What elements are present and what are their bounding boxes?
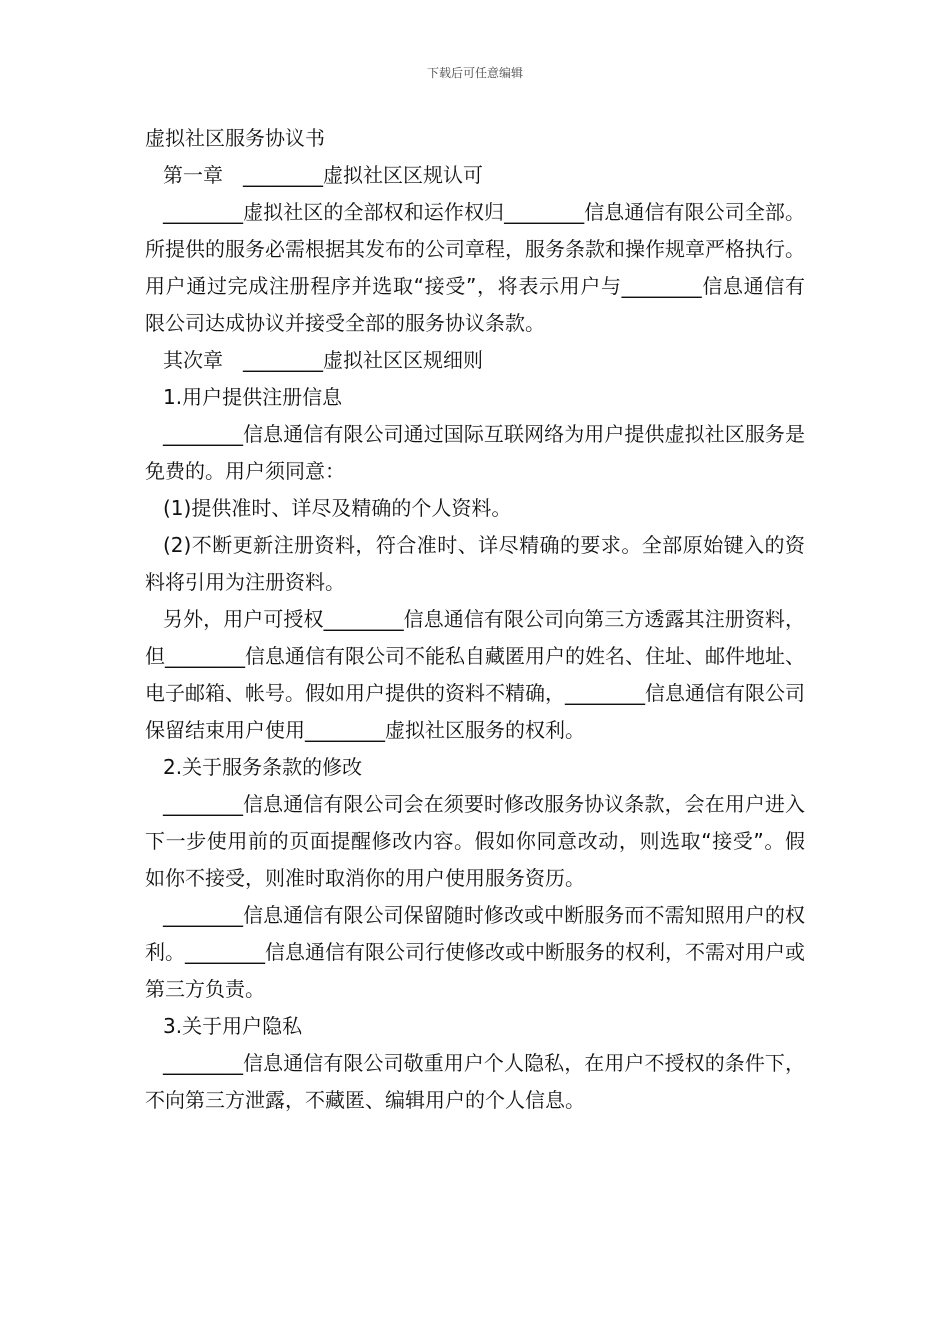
list-item-1: (1)提供准时、详尽及精确的个人资料。 [163,496,512,520]
document-body [145,120,805,1119]
paragraph-3: 另外，用户可授权________信息通信有限公司向第三方透露其注册资料，但________信息通信有限公司不能私自藏匿用户的姓名、住址、邮件地址、电子邮箱、帐号。假如用户提供的资料不精确，________信息通信有限公司保留结束用户使用________虚拟社区服务的权利。 [145,607,805,742]
section-heading-2: 2.关于服务条款的修改 [163,755,363,779]
section-heading-1: 1.用户提供注册信息 [163,385,343,409]
chapter-heading-1: 第一章 ________虚拟社区区规认可 [163,163,483,187]
list-item-2: (2)不断更新注册资料，符合准时、详尽精确的要求。全部原始键入的资料将引用为注册资料。 [145,533,805,594]
paragraph-5: ________信息通信有限公司保留随时修改或中断服务而不需知照用户的权利。________信息通信有限公司行使修改或中断服务的权利，不需对用户或第三方负责。 [145,903,805,1001]
page-header-note: 下载后可任意编辑 [426,66,523,80]
paragraph-4: ________信息通信有限公司会在须要时修改服务协议条款，会在用户进入下一步使用前的页面提醒修改内容。假如你同意改动，则选取“接受”。假如你不接受，则准时取消你的用户使用服务资历。 [145,792,805,890]
document-title: 虚拟社区服务协议书 [145,126,325,150]
paragraph-2: ________信息通信有限公司通过国际互联网络为用户提供虚拟社区服务是免费的。用户须同意： [145,422,805,483]
paragraph-6: ________信息通信有限公司敬重用户个人隐私，在用户不授权的条件下，不向第三方泄露，不藏匿、编辑用户的个人信息。 [145,1051,805,1112]
chapter-heading-2: 其次章 ________虚拟社区区规细则 [163,348,483,372]
section-heading-3: 3.关于用户隐私 [163,1014,303,1038]
paragraph-1: ________虚拟社区的全部权和运作权归________信息通信有限公司全部。所提供的服务必需根据其发布的公司章程，服务条款和操作规章严格执行。用户通过完成注册程序并选取“接受”，将表示用户与________信息通信有限公司达成协议并接受全部的服务协议条款。 [145,200,805,335]
